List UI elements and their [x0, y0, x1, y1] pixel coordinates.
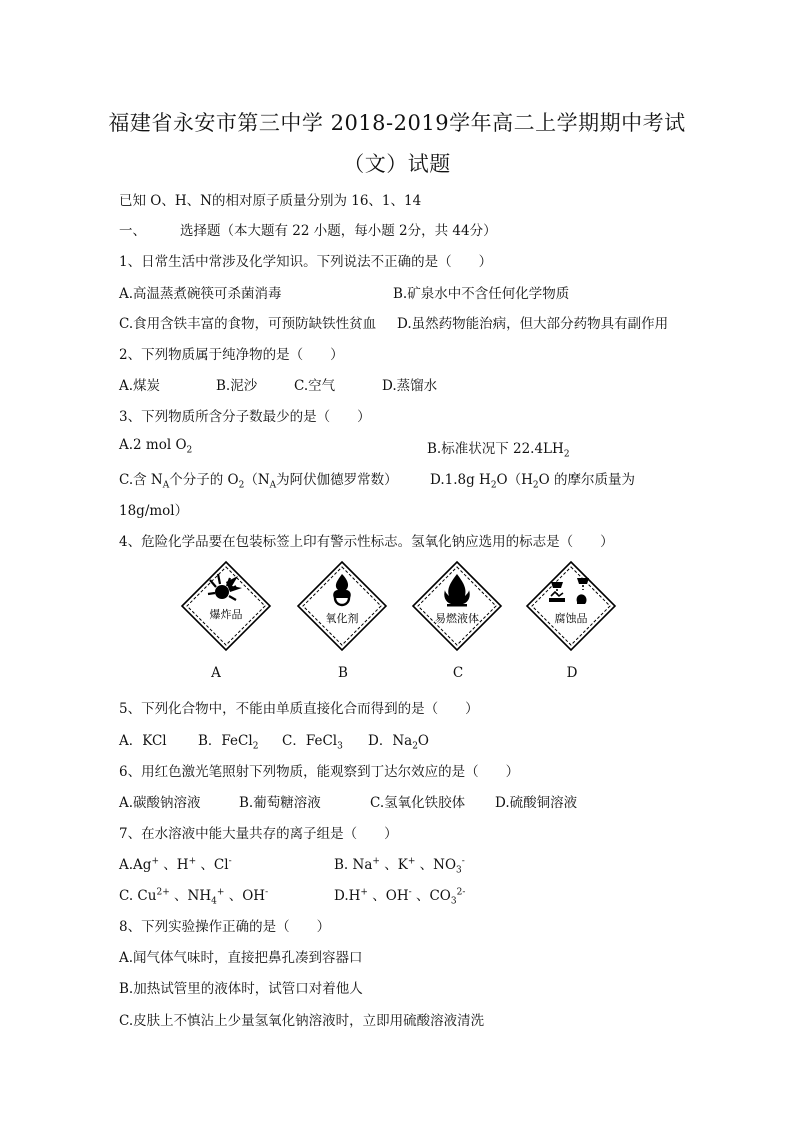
q7-a-s1: +: [151, 856, 159, 867]
explosive-icon: [180, 560, 272, 652]
q8-option-a: A.闻气体气味时，直接把鼻孔凑到容器口: [119, 950, 363, 966]
q3-option-c: [119, 468, 398, 491]
q2-option-b: B.泥沙: [216, 378, 258, 394]
q1-option-c: C.食用含铁丰富的食物，可预防缺铁性贫血: [119, 316, 377, 332]
oxidizer-icon: [296, 560, 388, 652]
q5-c-sub: 3: [337, 741, 343, 752]
q3-c-sub3: A: [269, 480, 277, 491]
q5-d-sub: 2: [412, 741, 418, 752]
q1-stem: 1、日常生活中常涉及化学知识。下列说法不正确的是（ ）: [119, 254, 493, 270]
q8-option-c: C.皮肤上不慎沾上少量氢氧化钠溶液时，立即用硫酸溶液清洗: [119, 1013, 485, 1029]
q3-d-sub2: 2: [532, 480, 539, 491]
q5-stem: 5、下列化合物中，不能由单质直接化合而得到的是（ ）: [119, 701, 479, 717]
q1-option-b: B.矿泉水中不含任何化学物质: [393, 286, 570, 302]
q5-b-text: B．FeCl: [198, 733, 253, 749]
q3-a-text: A.2 mol O: [119, 437, 187, 453]
sign-a-letter: A: [211, 665, 221, 681]
flame-icon: [411, 560, 503, 652]
q7-d-t3: 、CO: [415, 888, 451, 904]
q7-option-d: [334, 884, 465, 907]
q7-c-t3: 、OH: [228, 888, 266, 904]
q3-option-a: [119, 437, 192, 456]
q5-d-text2: O: [417, 733, 429, 749]
corrosive-icon: [525, 560, 617, 652]
q7-d-s2: -: [408, 887, 412, 898]
q3-c-text4: 为阿伏伽德罗常数）: [276, 472, 398, 488]
q7-d-t1: D.H: [334, 888, 361, 904]
corrosive-hazard-sign: [525, 560, 617, 652]
q6-option-a: A.碳酸钠溶液: [119, 795, 201, 811]
intro-text: 已知 O、H、N的相对原子质量分别为 16、1、14: [119, 193, 422, 209]
sign-d-text: 腐蚀品: [554, 612, 588, 625]
sign-b-text: 氧化剂: [325, 612, 359, 625]
q8-option-b: B.加热试管里的液体时，试管口对着他人: [119, 981, 363, 997]
q3-c-text3: （N: [244, 472, 270, 488]
q1-option-d: D.虽然药物能治病，但大部分药物具有副作用: [397, 316, 669, 332]
q3-c-text2: 个分子的 O: [169, 472, 239, 488]
sign-b-letter: B: [338, 665, 348, 681]
q7-c-t1: C. Cu: [119, 888, 157, 904]
q3-option-b: [427, 437, 570, 460]
q7-b-s1: +: [372, 856, 380, 867]
q5-option-d: [368, 729, 429, 752]
q7-a-s2: +: [188, 856, 197, 867]
q7-a-t1: A.Ag: [119, 857, 152, 873]
q3-d-text2: O（H: [496, 472, 533, 488]
q7-b-t2: 、K: [384, 857, 408, 873]
q7-b-t1: B. Na: [334, 857, 373, 873]
q7-b-sub: 3: [456, 865, 462, 876]
q7-b-s2: +: [407, 856, 416, 867]
sign-a-text: 爆炸品: [209, 608, 243, 621]
q3-stem: 3、下列物质所含分子数最少的是（ ）: [119, 409, 371, 425]
q7-option-b: [334, 853, 465, 876]
q7-a-s3: -: [228, 856, 232, 867]
q2-option-c: C.空气: [294, 378, 336, 394]
page-title: 福建省永安市第三中学 2018-2019学年高二上学期期中考试: [108, 111, 686, 135]
q5-c-text: C．FeCl: [282, 733, 338, 749]
q7-a-t2: 、H: [163, 857, 189, 873]
q7-d-t2: 、OH: [372, 888, 409, 904]
sign-d-letter: D: [566, 665, 578, 681]
q3-b-sub: 2: [563, 449, 570, 460]
q7-stem: 7、在水溶液中能大量共存的离子组是（ ）: [119, 826, 398, 842]
q4-stem: 4、危险化学品要在包装标签上印有警示性标志。氢氧化钠应选用的标志是（ ）: [119, 534, 614, 550]
q3-c-sub2: 2: [238, 480, 245, 491]
section-text: 选择题（本大题有 22 小题，每小题 2分，共 44分）: [180, 223, 497, 239]
q3-option-d: [430, 468, 635, 491]
section-number: 一、: [119, 223, 146, 239]
q3-d-text1: D.1.8g H: [430, 472, 491, 488]
q2-stem: 2、下列物质属于纯净物的是（ ）: [119, 347, 344, 363]
q7-a-t3: 、Cl: [200, 857, 229, 873]
q5-d-text: D．Na: [368, 733, 413, 749]
q7-d-sub: 3: [450, 896, 457, 907]
sign-c-text: 易燃液体: [435, 612, 479, 625]
q3-option-d-continued: 18g/mol）: [119, 503, 189, 519]
oxidizer-hazard-sign: [296, 560, 388, 652]
q7-c-s2: +: [216, 887, 225, 898]
q1-option-a: A.高温蒸煮碗筷可杀菌消毒: [119, 286, 282, 302]
q5-option-a: A．KCl: [119, 733, 167, 749]
q2-option-a: A.煤炭: [119, 378, 161, 394]
q3-b-text: B.标准状况下 22.4LH: [427, 441, 564, 457]
q3-a-sub: 2: [186, 445, 193, 456]
q7-d-s3: 2-: [456, 887, 466, 898]
q7-option-c: [119, 884, 268, 907]
q7-c-t2: 、NH: [174, 888, 212, 904]
q6-option-c: C.氢氧化铁胶体: [370, 795, 466, 811]
q7-b-t3: 、NO: [419, 857, 457, 873]
q7-option-a: [119, 853, 232, 873]
q5-option-c: [282, 729, 343, 752]
q3-c-sub1: A: [162, 480, 170, 491]
q5-option-b: [198, 729, 258, 752]
q5-b-sub: 2: [252, 741, 259, 752]
sign-c-letter: C: [452, 665, 464, 681]
flammable-liquid-hazard-sign: [411, 560, 503, 652]
page-subtitle: （文）试题: [343, 152, 451, 176]
q2-option-d: D.蒸馏水: [382, 378, 438, 394]
q7-b-s3: -: [461, 856, 465, 867]
q7-c-s1: 2+: [156, 887, 170, 898]
q3-c-text1: C.含 N: [119, 472, 163, 488]
q7-c-sub: 4: [211, 896, 217, 907]
q6-option-b: B.葡萄糖溶液: [239, 795, 321, 811]
q7-c-s3: -: [265, 887, 269, 898]
q3-d-text3: O 的摩尔质量为: [538, 472, 635, 488]
q8-stem: 8、下列实验操作正确的是（ ）: [119, 919, 331, 935]
q6-stem: 6、用红色激光笔照射下列物质，能观察到丁达尔效应的是（ ）: [119, 764, 520, 780]
section-heading: [119, 219, 497, 239]
q7-d-s1: +: [360, 887, 368, 898]
explosive-hazard-sign: [180, 560, 272, 652]
q3-d-sub1: 2: [490, 480, 497, 491]
q6-option-d: D.硫酸铜溶液: [495, 795, 578, 811]
